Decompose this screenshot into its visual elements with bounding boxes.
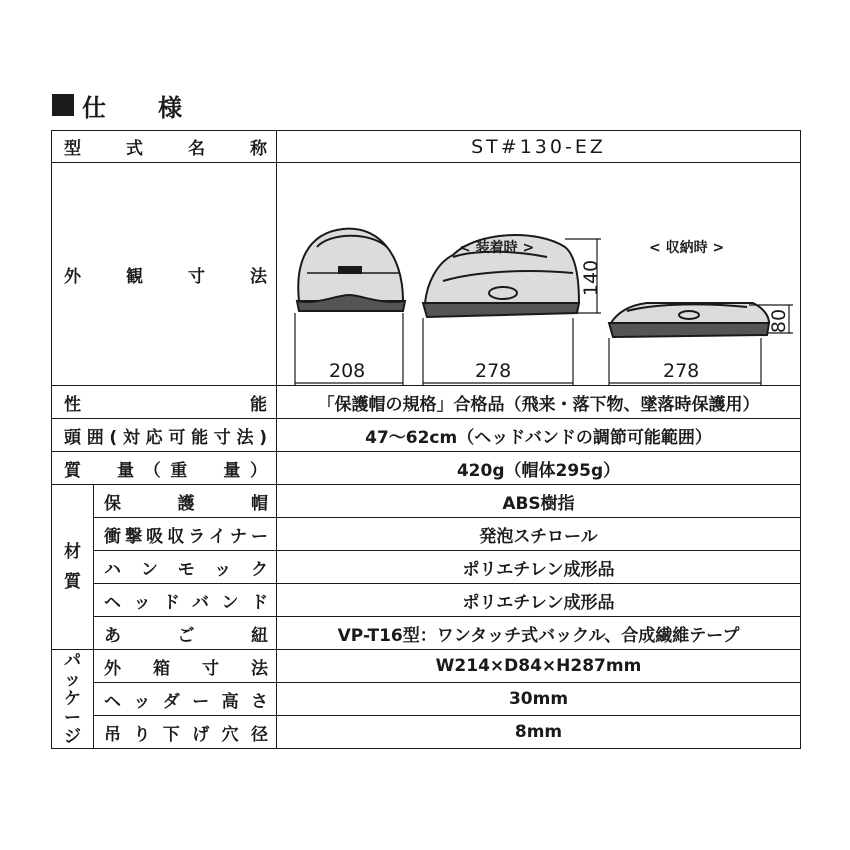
stored-length-value: 278 (663, 360, 700, 382)
head-size-label: 頭囲(対応可能寸法) (52, 419, 277, 452)
row-weight (52, 452, 801, 485)
package-value: 30mm (277, 683, 801, 716)
package-group-char: ッ (64, 669, 81, 690)
package-label: 吊り下げ穴径 (94, 716, 277, 749)
material-value: VP-T16型：ワンタッチ式バックル、合成繊維テープ (277, 617, 801, 650)
title-square-icon (52, 94, 74, 116)
package-label: 外 箱 寸 法 (94, 650, 277, 683)
dimension-drawing (277, 163, 800, 385)
material-value: ポリエチレン成形品 (277, 551, 801, 584)
material-value: ポリエチレン成形品 (277, 584, 801, 617)
row-model (52, 131, 801, 163)
model-label: 型 式 名 称 (52, 131, 277, 163)
package-group-char: ジ (64, 726, 81, 747)
weight-value: 420g（帽体295g） (277, 452, 801, 485)
section-title (52, 88, 196, 122)
materials-group-char-2: 質 (64, 572, 81, 592)
package-label: ヘッダー高さ (94, 683, 277, 716)
package-row (52, 650, 801, 683)
material-row (52, 518, 801, 551)
material-row (52, 584, 801, 617)
appearance-figure-cell (277, 163, 801, 386)
material-value: 発泡スチロール (277, 518, 801, 551)
material-label: 保 護 帽 (94, 485, 277, 518)
material-row (52, 551, 801, 584)
helmet-drawing (277, 163, 801, 385)
package-row (52, 716, 801, 749)
section-title-text: 仕 様 (82, 93, 196, 122)
material-row (52, 617, 801, 650)
materials-group-label (52, 485, 94, 650)
material-label: 衝撃吸収ライナー (94, 518, 277, 551)
appearance-label: 外 観 寸 法 (52, 163, 277, 386)
stored-helmet-icon (609, 303, 769, 337)
package-group-char: ケ (64, 688, 81, 709)
material-row (52, 485, 801, 518)
front-helmet-icon (297, 229, 405, 311)
material-label: ハンモック (94, 551, 277, 584)
wearing-label: < 装着時 > (459, 240, 535, 256)
package-group-char: ー (64, 707, 81, 728)
front-width-value: 208 (329, 360, 366, 382)
package-group-char: パ (64, 650, 81, 671)
side-height-value: 140 (580, 259, 603, 297)
head-size-value: 47～62cm（ヘッドバンドの調節可能範囲） (277, 419, 801, 452)
row-head-size (52, 419, 801, 452)
side-length-value: 278 (475, 360, 512, 382)
material-label: あ ご 紐 (94, 617, 277, 650)
performance-value: 「保護帽の規格」合格品（飛来・落下物、墜落時保護用） (277, 386, 801, 419)
stored-height-value: 80 (768, 308, 791, 334)
package-row (52, 683, 801, 716)
package-value: W214×D84×H287mm (277, 650, 801, 683)
spec-table (51, 130, 801, 749)
weight-label: 質 量（重 量） (52, 452, 277, 485)
package-value: 8mm (277, 716, 801, 749)
package-group-label (52, 650, 94, 749)
model-value: ST#130-EZ (277, 131, 801, 163)
materials-group-char-1: 材 (64, 542, 81, 562)
row-appearance (52, 163, 801, 386)
performance-label: 性 能 (52, 386, 277, 419)
material-label: ヘッドバンド (94, 584, 277, 617)
row-performance (52, 386, 801, 419)
material-value: ABS樹指 (277, 485, 801, 518)
stored-label: < 収納時 > (649, 240, 725, 256)
